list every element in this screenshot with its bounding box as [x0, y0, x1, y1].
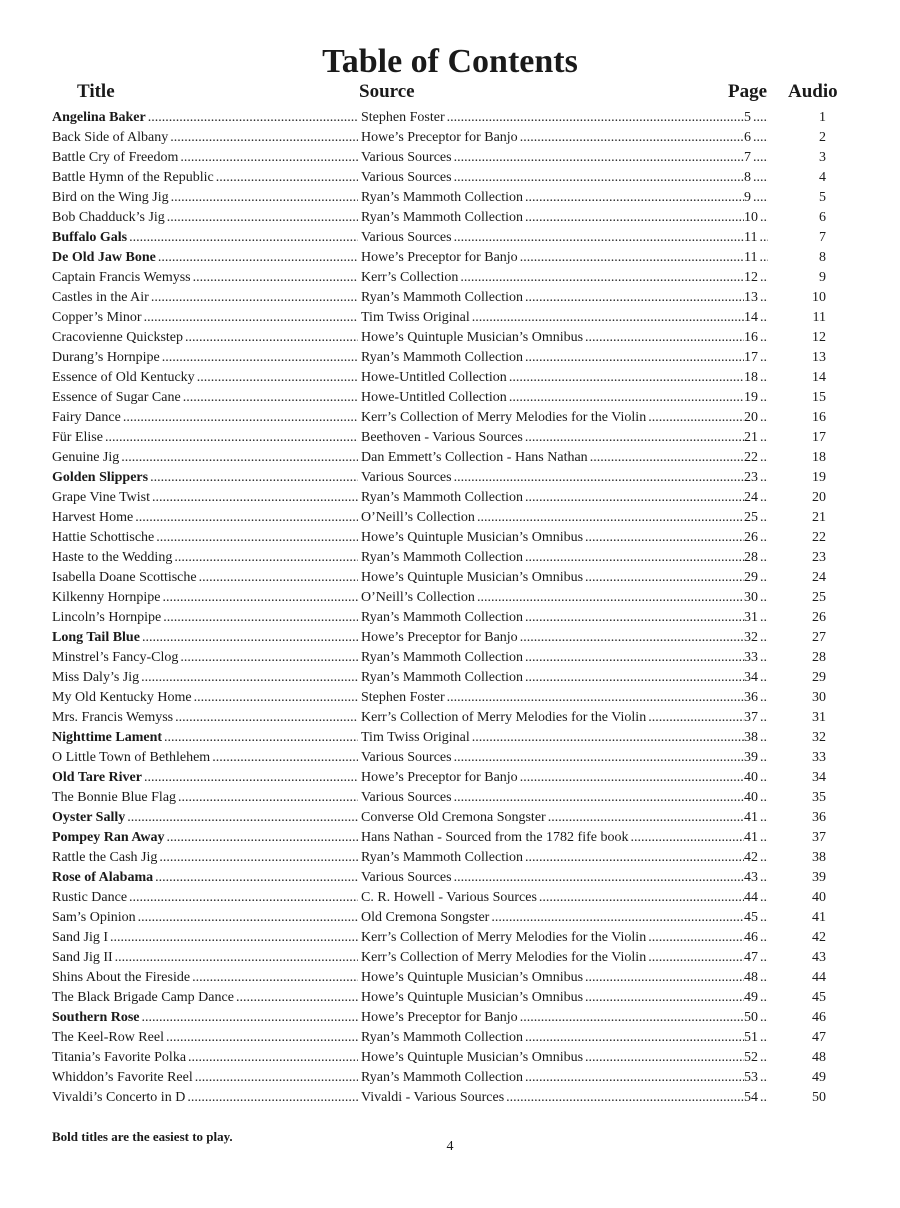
toc-audio: 49 — [812, 1070, 826, 1085]
toc-page: 25 ..... — [744, 508, 768, 528]
toc-row — [0, 608, 900, 628]
toc-title: Rustic Dance ..... — [52, 888, 358, 908]
toc-row — [0, 448, 900, 468]
toc-audio: 26 — [812, 610, 826, 625]
toc-source: Howe’s Quintuple Musician’s Omnibus ..... — [361, 528, 744, 548]
toc-row — [0, 868, 900, 888]
toc-title: My Old Kentucky Home ..... — [52, 688, 358, 708]
toc-title: Fairy Dance ..... — [52, 408, 358, 428]
toc-page: 45 ..... — [744, 908, 768, 928]
toc-page: 9 ..... — [744, 188, 768, 208]
page-number: 4 — [446, 1139, 454, 1154]
toc-title: Long Tail Blue ..... — [52, 628, 358, 648]
toc-row — [0, 108, 900, 128]
toc-source: Ryan’s Mammoth Collection ..... — [361, 668, 744, 688]
toc-audio: 27 — [812, 630, 826, 645]
toc-page: 43 ..... — [744, 868, 768, 888]
toc-title: Bird on the Wing Jig ..... — [52, 188, 358, 208]
toc-audio: 21 — [812, 510, 826, 525]
toc-page: 19 ..... — [744, 388, 768, 408]
toc-row — [0, 488, 900, 508]
toc-audio: 4 — [819, 170, 826, 185]
toc-title: The Bonnie Blue Flag ..... — [52, 788, 358, 808]
toc-audio: 16 — [812, 410, 826, 425]
toc-page: 22 ..... — [744, 448, 768, 468]
toc-audio: 42 — [812, 930, 826, 945]
toc-page: 29 ..... — [744, 568, 768, 588]
toc-source: Tim Twiss Original ..... — [361, 308, 744, 328]
toc-page: 34 ..... — [744, 668, 768, 688]
toc-row — [0, 628, 900, 648]
toc-title: Isabella Doane Scottische ..... — [52, 568, 358, 588]
toc-title: Essence of Sugar Cane ..... — [52, 388, 358, 408]
toc-source: Various Sources ..... — [361, 468, 744, 488]
toc-source: Various Sources ..... — [361, 868, 744, 888]
toc-title: Cracovienne Quickstep ..... — [52, 328, 358, 348]
toc-audio: 24 — [812, 570, 826, 585]
toc-page: 18 ..... — [744, 368, 768, 388]
toc-audio: 22 — [812, 530, 826, 545]
toc-row — [0, 308, 900, 328]
toc-title: Southern Rose ..... — [52, 1008, 358, 1028]
toc-audio: 15 — [812, 390, 826, 405]
toc-audio: 6 — [819, 210, 826, 225]
toc-source: Howe’s Quintuple Musician’s Omnibus ..... — [361, 968, 744, 988]
toc-source: Howe-Untitled Collection ..... — [361, 368, 744, 388]
toc-row — [0, 648, 900, 668]
toc-row — [0, 1028, 900, 1048]
toc-audio: 50 — [812, 1090, 826, 1105]
toc-row — [0, 528, 900, 548]
toc-row — [0, 428, 900, 448]
toc-audio: 18 — [812, 450, 826, 465]
toc-page: 24 ..... — [744, 488, 768, 508]
toc-title: Battle Cry of Freedom ..... — [52, 148, 358, 168]
toc-row — [0, 708, 900, 728]
toc-source: Howe’s Quintuple Musician’s Omnibus ..... — [361, 328, 744, 348]
toc-audio: 1 — [819, 110, 826, 125]
toc-source: Ryan’s Mammoth Collection ..... — [361, 288, 744, 308]
toc-source: Various Sources ..... — [361, 788, 744, 808]
toc-source: Vivaldi - Various Sources ..... — [361, 1088, 744, 1108]
toc-title: Minstrel’s Fancy-Clog ..... — [52, 648, 358, 668]
toc-title: Essence of Old Kentucky ..... — [52, 368, 358, 388]
toc-source: Ryan’s Mammoth Collection ..... — [361, 1068, 744, 1088]
toc-page: 48 ..... — [744, 968, 768, 988]
toc-row — [0, 568, 900, 588]
toc-row — [0, 928, 900, 948]
toc-audio: 2 — [819, 130, 826, 145]
toc-row — [0, 768, 900, 788]
toc-source: Kerr’s Collection of Merry Melodies for the Violin ..... — [361, 408, 744, 428]
toc-title: Golden Slippers ..... — [52, 468, 358, 488]
toc-audio: 36 — [812, 810, 826, 825]
toc-row — [0, 1008, 900, 1028]
toc-row — [0, 1068, 900, 1088]
toc-title: Captain Francis Wemyss ..... — [52, 268, 358, 288]
toc-source: Stephen Foster ..... — [361, 108, 744, 128]
toc-audio: 13 — [812, 350, 826, 365]
toc-title: Kilkenny Hornpipe ..... — [52, 588, 358, 608]
toc-source: Kerr’s Collection of Merry Melodies for the Violin ..... — [361, 928, 744, 948]
toc-title: Angelina Baker ..... — [52, 108, 358, 128]
toc-source: C. R. Howell - Various Sources ..... — [361, 888, 744, 908]
toc-row — [0, 408, 900, 428]
toc-page: 40 ..... — [744, 788, 768, 808]
toc-source: O’Neill’s Collection ..... — [361, 508, 744, 528]
toc-page: 42 ..... — [744, 848, 768, 868]
toc-row — [0, 1088, 900, 1108]
toc-page: 10 ..... — [744, 208, 768, 228]
toc-title: Castles in the Air ..... — [52, 288, 358, 308]
toc-page: 37 ..... — [744, 708, 768, 728]
toc-source: Ryan’s Mammoth Collection ..... — [361, 848, 744, 868]
toc-audio: 29 — [812, 670, 826, 685]
toc-source: Converse Old Cremona Songster ..... — [361, 808, 744, 828]
toc-title: Miss Daly’s Jig ..... — [52, 668, 358, 688]
column-header-source: Source — [359, 81, 415, 102]
toc-page: 38 ..... — [744, 728, 768, 748]
toc-audio: 34 — [812, 770, 826, 785]
toc-source: Ryan’s Mammoth Collection ..... — [361, 608, 744, 628]
toc-row — [0, 148, 900, 168]
toc-page: 21 ..... — [744, 428, 768, 448]
toc-page: 13 ..... — [744, 288, 768, 308]
toc-source: Howe’s Quintuple Musician’s Omnibus ..... — [361, 1048, 744, 1068]
toc-page: 41 ..... — [744, 828, 768, 848]
toc-source: Ryan’s Mammoth Collection ..... — [361, 1028, 744, 1048]
toc-page: 54 ..... — [744, 1088, 768, 1108]
toc-source: Ryan’s Mammoth Collection ..... — [361, 488, 744, 508]
toc-source: Howe’s Quintuple Musician’s Omnibus ..... — [361, 988, 744, 1008]
toc-title: Rose of Alabama ..... — [52, 868, 358, 888]
toc-audio: 48 — [812, 1050, 826, 1065]
toc-row — [0, 988, 900, 1008]
toc-audio: 10 — [812, 290, 826, 305]
toc-title: De Old Jaw Bone ..... — [52, 248, 358, 268]
toc-source: Howe’s Preceptor for Banjo ..... — [361, 248, 744, 268]
toc-row — [0, 588, 900, 608]
toc-source: Howe’s Preceptor for Banjo ..... — [361, 628, 744, 648]
toc-row — [0, 328, 900, 348]
toc-title: Sand Jig II ..... — [52, 948, 358, 968]
toc-row — [0, 268, 900, 288]
toc-page: 39 ..... — [744, 748, 768, 768]
toc-row — [0, 968, 900, 988]
toc-row — [0, 808, 900, 828]
toc-row — [0, 208, 900, 228]
toc-page: 49 ..... — [744, 988, 768, 1008]
toc-row — [0, 688, 900, 708]
toc-page: 53 ..... — [744, 1068, 768, 1088]
toc-row — [0, 908, 900, 928]
toc-page: 52 ..... — [744, 1048, 768, 1068]
toc-audio: 23 — [812, 550, 826, 565]
toc-title: O Little Town of Bethlehem ..... — [52, 748, 358, 768]
toc-source: Howe’s Quintuple Musician’s Omnibus ..... — [361, 568, 744, 588]
toc-row — [0, 888, 900, 908]
toc-audio: 38 — [812, 850, 826, 865]
toc-page: 8 ..... — [744, 168, 768, 188]
toc-title: Sam’s Opinion ..... — [52, 908, 358, 928]
toc-page: 44 ..... — [744, 888, 768, 908]
toc-page: 33 ..... — [744, 648, 768, 668]
toc-source: Ryan’s Mammoth Collection ..... — [361, 648, 744, 668]
toc-page: 28 ..... — [744, 548, 768, 568]
toc-title: Buffalo Gals ..... — [52, 228, 358, 248]
toc-audio: 9 — [819, 270, 826, 285]
toc-title: Sand Jig I ..... — [52, 928, 358, 948]
toc-source: Hans Nathan - Sourced from the 1782 fife book ..... — [361, 828, 744, 848]
toc-page: 11 ..... — [744, 248, 768, 268]
toc-row — [0, 828, 900, 848]
toc-title: Shins About the Fireside ..... — [52, 968, 358, 988]
toc-page: 46 ..... — [744, 928, 768, 948]
toc-title: Durang’s Hornpipe ..... — [52, 348, 358, 368]
toc-title: Vivaldi’s Concerto in D ..... — [52, 1088, 358, 1108]
toc-row — [0, 508, 900, 528]
toc-title: Hattie Schottische ..... — [52, 528, 358, 548]
toc-source: Old Cremona Songster ..... — [361, 908, 744, 928]
toc-source: Ryan’s Mammoth Collection ..... — [361, 548, 744, 568]
toc-title: Whiddon’s Favorite Reel ..... — [52, 1068, 358, 1088]
toc-source: Stephen Foster ..... — [361, 688, 744, 708]
toc-page: 5 ..... — [744, 108, 768, 128]
toc-source: Tim Twiss Original ..... — [361, 728, 744, 748]
toc-page: 51 ..... — [744, 1028, 768, 1048]
toc-title: Rattle the Cash Jig ..... — [52, 848, 358, 868]
toc-page: 26 ..... — [744, 528, 768, 548]
toc-audio: 20 — [812, 490, 826, 505]
toc-audio: 8 — [819, 250, 826, 265]
toc-audio: 12 — [812, 330, 826, 345]
toc-row — [0, 728, 900, 748]
toc-title: Pompey Ran Away ..... — [52, 828, 358, 848]
toc-source: Various Sources ..... — [361, 228, 744, 248]
footer-note: Bold titles are the easiest to play. — [52, 1129, 233, 1144]
toc-source: Kerr’s Collection ..... — [361, 268, 744, 288]
toc-title: Genuine Jig ..... — [52, 448, 358, 468]
toc-audio: 33 — [812, 750, 826, 765]
toc-row — [0, 128, 900, 148]
toc-audio: 17 — [812, 430, 826, 445]
toc-page: 23 ..... — [744, 468, 768, 488]
toc-audio: 30 — [812, 690, 826, 705]
toc-audio: 45 — [812, 990, 826, 1005]
toc-title: Mrs. Francis Wemyss ..... — [52, 708, 358, 728]
toc-source: Howe’s Preceptor for Banjo ..... — [361, 768, 744, 788]
toc-audio: 7 — [819, 230, 826, 245]
toc-source: Beethoven - Various Sources ..... — [361, 428, 744, 448]
toc-title: Copper’s Minor ..... — [52, 308, 358, 328]
toc-audio: 3 — [819, 150, 826, 165]
toc-row — [0, 248, 900, 268]
toc-title: Bob Chadduck’s Jig ..... — [52, 208, 358, 228]
toc-row — [0, 948, 900, 968]
toc-audio: 35 — [812, 790, 826, 805]
toc-audio: 37 — [812, 830, 826, 845]
toc-page: 40 ..... — [744, 768, 768, 788]
toc-source: O’Neill’s Collection ..... — [361, 588, 744, 608]
toc-audio: 25 — [812, 590, 826, 605]
toc-page: 30 ..... — [744, 588, 768, 608]
toc-page: 7 ..... — [744, 148, 768, 168]
toc-title: Oyster Sally ..... — [52, 808, 358, 828]
toc-audio: 14 — [812, 370, 826, 385]
toc-page: 14 ..... — [744, 308, 768, 328]
toc-title: Harvest Home ..... — [52, 508, 358, 528]
toc-source: Howe’s Preceptor for Banjo ..... — [361, 1008, 744, 1028]
toc-row — [0, 468, 900, 488]
toc-source: Howe-Untitled Collection ..... — [361, 388, 744, 408]
toc-audio: 28 — [812, 650, 826, 665]
toc-audio: 11 — [812, 310, 826, 325]
toc-source: Dan Emmett’s Collection - Hans Nathan ..... — [361, 448, 744, 468]
toc-page: 32 ..... — [744, 628, 768, 648]
column-header-audio: Audio — [788, 81, 838, 102]
toc-title: Lincoln’s Hornpipe ..... — [52, 608, 358, 628]
column-header-page: Page — [728, 81, 768, 102]
toc-page: 6 ..... — [744, 128, 768, 148]
toc-row — [0, 748, 900, 768]
toc-page: 12 ..... — [744, 268, 768, 288]
toc-row — [0, 848, 900, 868]
toc-row — [0, 548, 900, 568]
toc-audio: 32 — [812, 730, 826, 745]
toc-row — [0, 348, 900, 368]
toc-row — [0, 288, 900, 308]
toc-row — [0, 228, 900, 248]
toc-row — [0, 388, 900, 408]
toc-audio: 47 — [812, 1030, 826, 1045]
toc-source: Various Sources ..... — [361, 748, 744, 768]
toc-title: Titania’s Favorite Polka ..... — [52, 1048, 358, 1068]
toc-row — [0, 668, 900, 688]
toc-row — [0, 168, 900, 188]
toc-audio: 46 — [812, 1010, 826, 1025]
toc-audio: 39 — [812, 870, 826, 885]
toc-source: Various Sources ..... — [361, 168, 744, 188]
toc-page: 47 ..... — [744, 948, 768, 968]
toc-source: Ryan’s Mammoth Collection ..... — [361, 348, 744, 368]
toc-page: 36 ..... — [744, 688, 768, 708]
toc-row — [0, 188, 900, 208]
toc-source: Ryan’s Mammoth Collection ..... — [361, 208, 744, 228]
toc-page: 20 ..... — [744, 408, 768, 428]
toc-audio: 5 — [819, 190, 826, 205]
toc-audio: 19 — [812, 470, 826, 485]
toc-title: Grape Vine Twist ..... — [52, 488, 358, 508]
toc-page: 17 ..... — [744, 348, 768, 368]
toc-audio: 40 — [812, 890, 826, 905]
toc-title: Battle Hymn of the Republic ..... — [52, 168, 358, 188]
toc-title: The Black Brigade Camp Dance ..... — [52, 988, 358, 1008]
toc-audio: 44 — [812, 970, 826, 985]
toc-page: 41 ..... — [744, 808, 768, 828]
toc-page: 11 ..... — [744, 228, 768, 248]
toc-title: Back Side of Albany ..... — [52, 128, 358, 148]
toc-row — [0, 788, 900, 808]
toc-page: 31 ..... — [744, 608, 768, 628]
toc-audio: 43 — [812, 950, 826, 965]
toc-row — [0, 368, 900, 388]
toc-row — [0, 1048, 900, 1068]
toc-title: Für Elise ..... — [52, 428, 358, 448]
toc-source: Howe’s Preceptor for Banjo ..... — [361, 128, 744, 148]
toc-title: Nighttime Lament ..... — [52, 728, 358, 748]
toc-source: Ryan’s Mammoth Collection ..... — [361, 188, 744, 208]
toc-page: 16 ..... — [744, 328, 768, 348]
toc-audio: 31 — [812, 710, 826, 725]
toc-page: 50 ..... — [744, 1008, 768, 1028]
toc-source: Various Sources ..... — [361, 148, 744, 168]
toc-audio: 41 — [812, 910, 826, 925]
toc-source: Kerr’s Collection of Merry Melodies for the Violin ..... — [361, 948, 744, 968]
toc-source: Kerr’s Collection of Merry Melodies for the Violin ..... — [361, 708, 744, 728]
column-header-title: Title — [77, 81, 115, 102]
toc-title: The Keel-Row Reel ..... — [52, 1028, 358, 1048]
toc-title: Old Tare River ..... — [52, 768, 358, 788]
toc-title: Haste to the Wedding ..... — [52, 548, 358, 568]
page-title: Table of Contents — [322, 43, 578, 80]
